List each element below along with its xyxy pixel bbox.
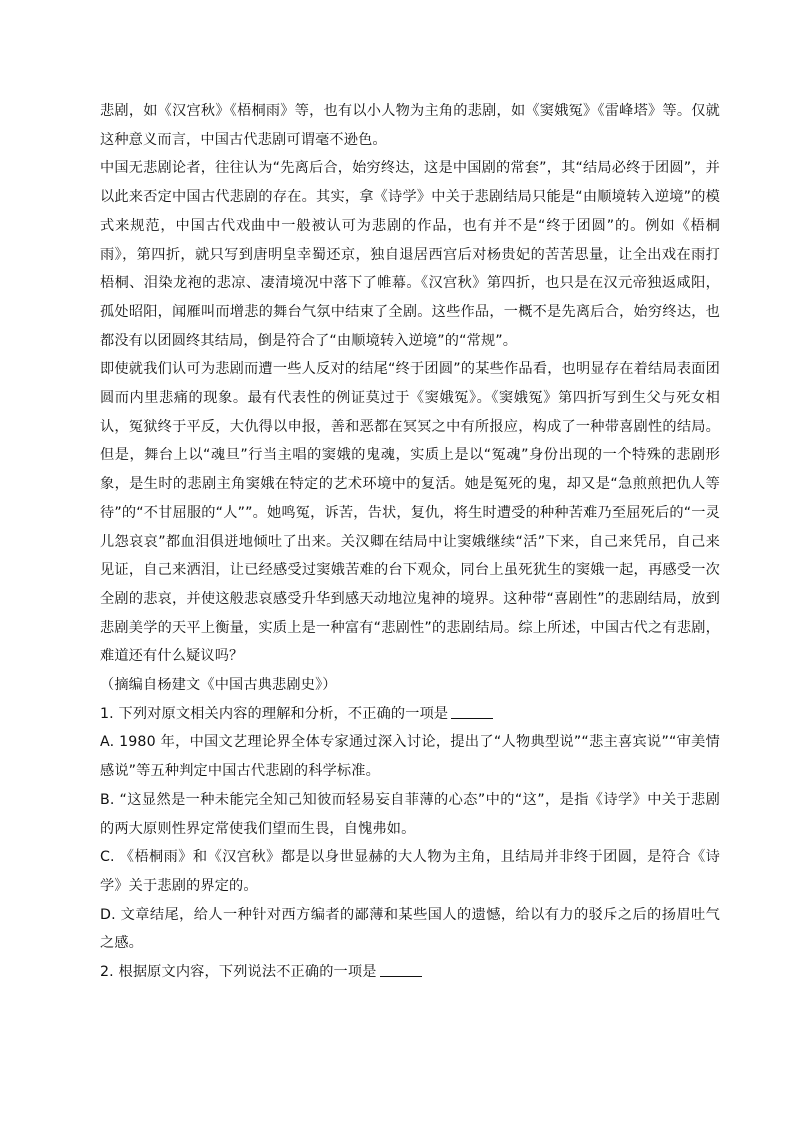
question-1-option-d: D. 文章结尾，给人一种针对西方编者的鄙薄和某些国人的遗憾，给以有力的驳斥之后的扬眉吐气之感。 [100, 906, 720, 952]
article-body [100, 97, 720, 987]
question-2-text: 2. 根据原文内容，下列说法不正确的一项是 [100, 964, 377, 981]
paragraph-3: 即使就我们认可为悲剧而遭一些人反对的结尾“终于团圆”的某些作品看，也明显存在着结局表面团圆而内里悲痛的现象。最有代表性的例证莫过于《窦娥冤》。《窦娥冤》第四折写到生父与死女相认，冤狱终于平反，大仇得以申报，善和恶都在冥冥之中有所报应，构成了一种带喜剧性的结局。但是，舞台上以“魂旦”行当主唱的窦娥的鬼魂，实质上是以“冤魂”身份出现的一个特殊的悲剧形象，是生时的悲剧主角窦娥在特定的艺术环境中的复活。她是冤死的鬼，却又是“急煎煎把仇人等待”的“不甘屈服的“人””。她鸣冤，诉苦，告状，复仇，将生时遭受的种种苦难乃至屈死后的“一灵儿怨哀哀”都血泪俱迸地倾吐了出来。关汉卿在结局中让窦娥继续“活”下来，自己来凭吊，自己来见证，自己来洒泪，让已经感受过窦娥苦难的台下观众，同台上虽死犹生的窦娥一起，再感受一次全剧的悲哀，并使这般悲哀感受升华到感天动地泣鬼神的境界。这种带“喜剧性”的悲剧结局，放到悲剧美学的天平上衡量，实质上是一种富有“悲剧性”的悲剧结局。综上所述，中国古代之有悲剧，难道还有什么疑议吗？ [100, 361, 720, 665]
paragraph-1: 悲剧，如《汉宫秋》《梧桐雨》等，也有以小人物为主角的悲剧，如《窦娥冤》《雷峰塔》等。仅就这种意义而言，中国古代悲剧可谓毫不逊色。 [100, 103, 720, 148]
question-1-option-b: B. “这显然是一种未能完全知己知彼而轻易妄自菲薄的心态”中的“这”，是指《诗学》中关于悲剧的两大原则性界定常使我们望而生畏，自愧弗如。 [100, 791, 720, 837]
question-1-stem [100, 700, 720, 729]
question-1-option-c: C. 《梧桐雨》和《汉宫秋》都是以身世显赫的大人物为主角，且结局并非终于团圆，是符合《诗学》关于悲剧的界定的。 [100, 849, 720, 894]
paragraph-2: 中国无悲剧论者，往往认为“先离后合，始穷终达，这是中国剧的常套”，其“结局必终于团圆”，并以此来否定中国古代悲剧的存在。其实，拿《诗学》中关于悲剧结局只能是“由顺境转入逆境”的模式来规范，中国古代戏曲中一般被认可为悲剧的作品，也有并不是“终于团圆”的。例如《梧桐雨》，第四折，就只写到唐明皇幸蜀还京，独自退居西宫后对杨贵妃的苦苦思量，让全出戏在雨打梧桐、泪染龙袍的悲凉、凄清境况中落下了帷幕。《汉宫秋》第四折，也只是在汉元帝独返咸阳，孤处昭阳，闻雁叫而增悲的舞台气氛中结束了全剧。这些作品，一概不是先离后合，始穷终达，也都没有以团圆终其结局，倒是符合了“由顺境转入逆境”的“常规”。 [100, 160, 720, 349]
question-1-text: 1. 下列对原文相关内容的理解和分析，不正确的一项是 [100, 705, 449, 722]
source-citation: （摘编自杨建文《中国古典悲剧史》） [100, 677, 337, 694]
answer-blank-2 [380, 962, 422, 977]
question-2-stem [100, 958, 720, 987]
answer-blank-1 [451, 704, 493, 719]
question-1-option-a: A. 1980 年，中国文艺理论界全体专家通过深入讨论，提出了“人物典型说”“悲主喜宾说”“审美情感说”等五种判定中国古代悲剧的科学标准。 [100, 734, 720, 780]
